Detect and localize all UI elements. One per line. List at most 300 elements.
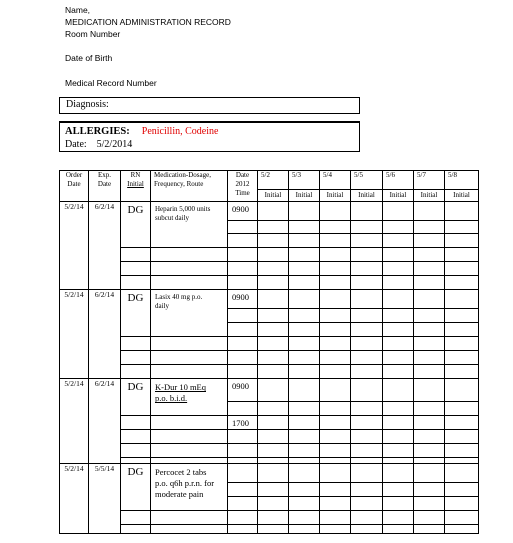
exp-date-cell-text: 6/2/14 — [94, 202, 115, 212]
initial-cell — [289, 234, 320, 248]
time-cell — [228, 221, 258, 234]
initial-cell — [414, 202, 445, 221]
initial-cell — [445, 309, 479, 323]
exp-date-cell-text: 6/2/14 — [94, 379, 115, 389]
initial-cell — [445, 401, 479, 415]
time-cell — [228, 248, 258, 262]
initial-header-text: Initial — [453, 191, 470, 200]
date-of-birth-label: Date of Birth — [65, 53, 113, 63]
initial-cell — [320, 379, 351, 401]
initial-cell — [258, 496, 289, 510]
initial-cell — [320, 463, 351, 482]
table-row — [60, 351, 479, 365]
initial-cell — [258, 262, 289, 276]
initial-cell — [351, 401, 383, 415]
initial-cell — [289, 323, 320, 337]
initial-cell — [289, 524, 320, 533]
medication-cell — [151, 290, 228, 337]
allergies-value: Penicillin, Codeine — [141, 126, 219, 137]
day-header-5-7-text: 5/7 — [417, 171, 426, 179]
initial-cell — [351, 510, 383, 524]
initial-cell — [258, 429, 289, 443]
date-time-header-text: 2012 — [235, 180, 250, 188]
exp-date-header-text: Date — [97, 180, 112, 188]
initial-cell — [351, 379, 383, 401]
table-row — [60, 276, 479, 290]
initial-cell — [445, 463, 479, 482]
initial-cell — [445, 351, 479, 365]
initial-header-text: Initial — [358, 191, 375, 200]
initial-cell — [383, 351, 414, 365]
initial-cell — [320, 443, 351, 457]
diagnosis-box — [59, 97, 360, 114]
initial-cell — [320, 221, 351, 234]
room-number-label: Room Number — [65, 29, 121, 39]
order-date-cell-text: 5/2/14 — [64, 290, 84, 300]
medication-cell-text: Percocet 2 tabs — [155, 466, 207, 477]
exp-date-cell-text: 6/2/14 — [94, 290, 115, 300]
initial-header — [414, 190, 445, 202]
initial-cell — [445, 415, 479, 429]
initial-cell — [445, 248, 479, 262]
time-cell — [228, 309, 258, 323]
exp-date-header — [89, 171, 121, 202]
medication-cell — [151, 463, 228, 510]
initial-cell — [414, 323, 445, 337]
medication-cell — [151, 276, 228, 290]
initial-cell — [414, 221, 445, 234]
initial-cell — [383, 401, 414, 415]
initial-header-text: Initial — [420, 191, 438, 200]
initial-header — [258, 190, 289, 202]
initial-cell — [383, 276, 414, 290]
initial-cell — [258, 290, 289, 309]
rn-initial-cell-text: DG — [127, 204, 144, 217]
table-row — [60, 443, 479, 457]
initial-cell — [414, 309, 445, 323]
medical-record-number-label: Medical Record Number — [65, 78, 157, 88]
initial-cell — [383, 202, 414, 221]
initial-cell — [414, 510, 445, 524]
table-row — [60, 524, 479, 533]
initial-cell — [258, 482, 289, 496]
medication-cell — [151, 429, 228, 443]
initial-cell — [383, 379, 414, 401]
initial-cell — [351, 323, 383, 337]
initial-cell — [414, 290, 445, 309]
initial-cell — [289, 510, 320, 524]
time-cell-text: 0900 — [232, 292, 249, 303]
initial-cell — [289, 482, 320, 496]
time-cell — [228, 202, 258, 221]
time-cell — [228, 351, 258, 365]
initial-cell — [383, 429, 414, 443]
exp-date-cell-text: 5/5/14 — [94, 463, 115, 473]
medication-cell — [151, 248, 228, 262]
medication-header — [151, 171, 228, 202]
medication-administration-table — [59, 170, 479, 534]
initial-cell — [445, 202, 479, 221]
initial-cell — [258, 234, 289, 248]
initial-cell — [320, 429, 351, 443]
initial-cell — [258, 365, 289, 379]
order-date-cell — [60, 202, 89, 290]
rn-initial-cell — [121, 365, 151, 379]
medication-cell — [151, 524, 228, 533]
initial-cell — [414, 337, 445, 351]
rn-initial-cell — [121, 443, 151, 457]
initial-cell — [289, 351, 320, 365]
initial-cell — [320, 415, 351, 429]
initial-cell — [289, 262, 320, 276]
time-cell-text: 0900 — [232, 204, 249, 215]
table-row — [60, 510, 479, 524]
initial-cell — [351, 202, 383, 221]
initial-header — [351, 190, 383, 202]
initial-cell — [320, 248, 351, 262]
medication-cell — [151, 337, 228, 351]
initial-cell — [414, 276, 445, 290]
diagnosis-label: Diagnosis: — [66, 99, 109, 110]
initial-cell — [289, 248, 320, 262]
initial-cell — [383, 309, 414, 323]
initial-cell — [351, 337, 383, 351]
record-date-value: 5/2/2014 — [96, 139, 133, 150]
initial-cell — [320, 202, 351, 221]
initial-header-text: Initial — [326, 191, 344, 200]
initial-cell — [414, 496, 445, 510]
initial-cell — [383, 337, 414, 351]
initial-cell — [258, 415, 289, 429]
initial-cell — [351, 309, 383, 323]
exp-date-cell — [89, 463, 121, 533]
initial-cell — [289, 202, 320, 221]
initial-header-text: Initial — [295, 191, 313, 200]
initial-cell — [289, 337, 320, 351]
initial-cell — [351, 351, 383, 365]
day-header-5-6 — [383, 171, 414, 190]
time-cell — [228, 429, 258, 443]
initial-cell — [289, 401, 320, 415]
initial-cell — [414, 365, 445, 379]
initial-cell — [258, 248, 289, 262]
initial-cell — [383, 323, 414, 337]
initial-cell — [320, 482, 351, 496]
time-cell — [228, 415, 258, 429]
time-cell — [228, 234, 258, 248]
medication-cell — [151, 202, 228, 248]
time-cell-text: 1700 — [232, 417, 249, 428]
medication-cell-text: Lasix 40 mg p.o. — [155, 293, 203, 302]
rn-initial-cell — [121, 351, 151, 365]
rn-initial-cell — [121, 415, 151, 429]
initial-header — [383, 190, 414, 202]
initial-cell — [383, 221, 414, 234]
initial-cell — [351, 463, 383, 482]
initial-cell — [320, 309, 351, 323]
initial-cell — [414, 379, 445, 401]
exp-date-cell — [89, 290, 121, 379]
rn-initial-cell — [121, 276, 151, 290]
time-cell — [228, 463, 258, 482]
initial-cell — [414, 463, 445, 482]
initial-cell — [351, 482, 383, 496]
initial-cell — [258, 379, 289, 401]
medication-cell — [151, 415, 228, 429]
medication-cell — [151, 443, 228, 457]
medication-cell — [151, 351, 228, 365]
time-cell — [228, 365, 258, 379]
exp-date-cell — [89, 379, 121, 463]
initial-cell — [258, 337, 289, 351]
initial-cell — [320, 510, 351, 524]
initial-cell — [383, 365, 414, 379]
date-time-header — [228, 171, 258, 202]
medication-header-text: Medication-Dosage, — [154, 171, 211, 179]
table-row — [60, 429, 479, 443]
initial-cell — [289, 415, 320, 429]
initial-cell — [258, 510, 289, 524]
initial-cell — [289, 290, 320, 309]
day-header-5-8-text: 5/8 — [448, 171, 457, 179]
initial-cell — [383, 482, 414, 496]
rn-initial-header-text: RN — [130, 171, 141, 179]
initial-cell — [445, 429, 479, 443]
rn-initial-cell — [121, 429, 151, 443]
date-time-header-text: Date — [235, 171, 250, 179]
table-row — [60, 379, 479, 401]
initial-cell — [351, 234, 383, 248]
time-cell — [228, 290, 258, 309]
initial-cell — [258, 401, 289, 415]
initial-cell — [289, 429, 320, 443]
medication-cell — [151, 510, 228, 524]
initial-cell — [320, 524, 351, 533]
rn-initial-cell — [121, 262, 151, 276]
day-header-5-6-text: 5/6 — [386, 171, 395, 179]
initial-cell — [320, 234, 351, 248]
initial-cell — [445, 337, 479, 351]
initial-cell — [289, 276, 320, 290]
initial-cell — [351, 248, 383, 262]
initial-cell — [320, 351, 351, 365]
initial-cell — [383, 248, 414, 262]
initial-cell — [258, 202, 289, 221]
day-header-5-4 — [320, 171, 351, 190]
exp-date-header-text: Exp. — [97, 171, 112, 179]
exp-date-cell — [89, 202, 121, 290]
initial-cell — [351, 443, 383, 457]
initial-cell — [351, 365, 383, 379]
day-header-5-2 — [258, 171, 289, 190]
medication-cell-text: moderate pain — [155, 488, 204, 499]
initial-cell — [445, 365, 479, 379]
time-cell — [228, 510, 258, 524]
initial-cell — [351, 262, 383, 276]
time-cell — [228, 379, 258, 401]
table-row — [60, 248, 479, 262]
initial-cell — [383, 496, 414, 510]
initial-cell — [289, 221, 320, 234]
rn-initial-cell-text: DG — [127, 381, 144, 394]
initial-cell — [351, 290, 383, 309]
initial-cell — [351, 276, 383, 290]
day-header-5-7 — [414, 171, 445, 190]
initial-cell — [445, 482, 479, 496]
initial-cell — [383, 510, 414, 524]
initial-cell — [320, 276, 351, 290]
initial-cell — [289, 379, 320, 401]
time-cell — [228, 443, 258, 457]
time-cell-text: 0900 — [232, 381, 249, 392]
medication-cell — [151, 379, 228, 415]
table-row — [60, 337, 479, 351]
order-date-header-text: Date — [67, 180, 81, 188]
medication-cell — [151, 262, 228, 276]
initial-cell — [383, 262, 414, 276]
table-header-row — [60, 171, 479, 190]
initial-cell — [383, 524, 414, 533]
initial-cell — [320, 337, 351, 351]
time-cell — [228, 276, 258, 290]
initial-cell — [320, 365, 351, 379]
day-header-5-5-text: 5/5 — [354, 171, 363, 179]
rn-initial-cell — [121, 379, 151, 415]
initial-cell — [383, 443, 414, 457]
time-cell — [228, 524, 258, 533]
medication-cell-text: daily — [155, 302, 169, 311]
initial-cell — [351, 496, 383, 510]
initial-header — [289, 190, 320, 202]
order-date-cell-text: 5/2/14 — [64, 463, 84, 473]
initial-cell — [383, 234, 414, 248]
initial-cell — [445, 323, 479, 337]
order-date-cell-text: 5/2/14 — [64, 202, 84, 212]
initial-cell — [414, 351, 445, 365]
rn-initial-header-text: Initial — [127, 180, 144, 188]
initial-header — [445, 190, 479, 202]
initial-cell — [383, 463, 414, 482]
table-row — [60, 365, 479, 379]
allergies-box — [59, 121, 360, 152]
initial-cell — [383, 415, 414, 429]
initial-cell — [351, 524, 383, 533]
initial-cell — [289, 365, 320, 379]
initial-cell — [414, 248, 445, 262]
initial-cell — [320, 401, 351, 415]
initial-cell — [414, 482, 445, 496]
rn-initial-cell-text: DG — [127, 465, 144, 478]
order-date-cell — [60, 379, 89, 463]
day-header-5-3-text: 5/3 — [292, 171, 301, 179]
initial-cell — [445, 524, 479, 533]
initial-cell — [289, 309, 320, 323]
medication-header-text: Frequency, Route — [154, 180, 204, 188]
day-header-5-4-text: 5/4 — [323, 171, 332, 179]
initial-cell — [320, 290, 351, 309]
initial-cell — [414, 443, 445, 457]
initial-cell — [258, 323, 289, 337]
medication-cell-text: p.o. q6h p.r.n. for — [155, 477, 215, 488]
initial-cell — [414, 234, 445, 248]
initial-cell — [258, 276, 289, 290]
table-row — [60, 463, 479, 482]
record-date-label: Date: — [65, 139, 87, 150]
initial-cell — [320, 323, 351, 337]
time-cell — [228, 262, 258, 276]
initial-cell — [258, 221, 289, 234]
patient-name-label: Name, — [65, 5, 91, 15]
medication-cell — [151, 365, 228, 379]
day-header-5-5 — [351, 171, 383, 190]
order-date-cell-text: 5/2/14 — [64, 379, 84, 389]
time-cell — [228, 496, 258, 510]
initial-cell — [445, 379, 479, 401]
rn-initial-cell-text: DG — [127, 292, 144, 305]
initial-cell — [383, 290, 414, 309]
rn-initial-cell — [121, 290, 151, 337]
rn-initial-cell — [121, 524, 151, 533]
order-date-cell — [60, 463, 89, 533]
initial-cell — [414, 524, 445, 533]
medication-cell-text: K-Dur 10 mEq — [155, 382, 206, 393]
initial-cell — [414, 262, 445, 276]
time-cell — [228, 482, 258, 496]
initial-cell — [445, 262, 479, 276]
initial-cell — [289, 463, 320, 482]
initial-cell — [258, 309, 289, 323]
medication-cell-text: Heparin 5,000 units — [155, 205, 211, 214]
day-header-5-2-text: 5/2 — [261, 171, 270, 179]
medication-cell-text: p.o. b.i.d. — [155, 393, 188, 404]
initial-cell — [445, 290, 479, 309]
date-time-header-text: Time — [235, 189, 250, 197]
initial-cell — [445, 276, 479, 290]
initial-header-text: Initial — [264, 191, 282, 200]
initial-cell — [320, 262, 351, 276]
time-cell — [228, 401, 258, 415]
medication-cell-text: subcut daily — [155, 214, 190, 223]
initial-cell — [351, 221, 383, 234]
initial-cell — [258, 443, 289, 457]
table-row — [60, 202, 479, 221]
table-row — [60, 290, 479, 309]
initial-header — [320, 190, 351, 202]
time-cell — [228, 323, 258, 337]
rn-initial-cell — [121, 337, 151, 351]
initial-cell — [445, 496, 479, 510]
table-row — [60, 262, 479, 276]
day-header-5-8 — [445, 171, 479, 190]
initial-cell — [258, 351, 289, 365]
initial-cell — [258, 524, 289, 533]
rn-initial-header — [121, 171, 151, 202]
initial-cell — [258, 463, 289, 482]
initial-cell — [414, 401, 445, 415]
initial-cell — [289, 496, 320, 510]
rn-initial-cell — [121, 202, 151, 248]
table-row — [60, 415, 479, 429]
initial-cell — [414, 429, 445, 443]
order-date-cell — [60, 290, 89, 379]
initial-cell — [445, 510, 479, 524]
order-date-header — [60, 171, 89, 202]
allergies-label: ALLERGIES: — [65, 126, 130, 137]
rn-initial-cell — [121, 510, 151, 524]
initial-cell — [445, 221, 479, 234]
initial-cell — [351, 415, 383, 429]
initial-cell — [320, 496, 351, 510]
